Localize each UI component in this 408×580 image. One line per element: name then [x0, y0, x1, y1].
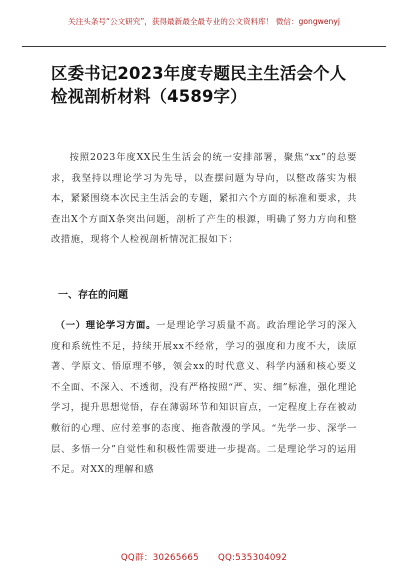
problem-item-1-body: 一是理论学习质量不高。政治理论学习的深入度和系统性不足，持续开展xx不经常，学习的强度和力度不大，读原著、学原文、悟原理不够，领会xx的时代意义、科学内涵和核心要义不全面、不深入、不透彻，没有严格按照“严、实、细”标准，强化理论学习，提升思想觉悟，存在薄弱环节和知识盲点，一定程度上存在被动敷衍的心理、应付差事的态度、拖沓散漫的学风。“先学一步、深学一层、多悟一分”自觉性和积极性需要进一步提高。二是理论学习的运用不足。对XX的理解和感	[51, 320, 358, 476]
footer-qq-group: QQ群：30265665	[120, 553, 199, 563]
section-heading-problems: 一、存在的问题	[58, 290, 128, 301]
problem-item-1	[51, 316, 357, 481]
footer-contact	[0, 551, 408, 563]
document-title: 区委书记2023年度专题民主生活会个人检视剖析材料（4589字）	[51, 64, 347, 106]
intro-paragraph: 按照2023年度XX民生生活会的统一安排部署，聚焦“xx”的总要求，我坚持以理论学习为先导，以查摆问题为导向，以整改落实为根本，紧紧围绕本次民主生活会的专题，紧扣六个方面的标准和要求，共查出X个方面X条突出问题，剖析了产生的根源，明确了努力方向和整改措施，现将个人检视剖析情况汇报如下：	[51, 152, 357, 246]
header-notice: 关注头条号“公文研究”，获得最新最全最专业的公文资料库！ 微信：gongwenyj	[68, 17, 340, 26]
header-divider	[22, 46, 386, 47]
header-banner	[22, 10, 386, 54]
problem-item-1-lead: （一）理论学习方面。	[55, 320, 157, 331]
footer-qq-number: QQ:535304092	[217, 553, 288, 563]
